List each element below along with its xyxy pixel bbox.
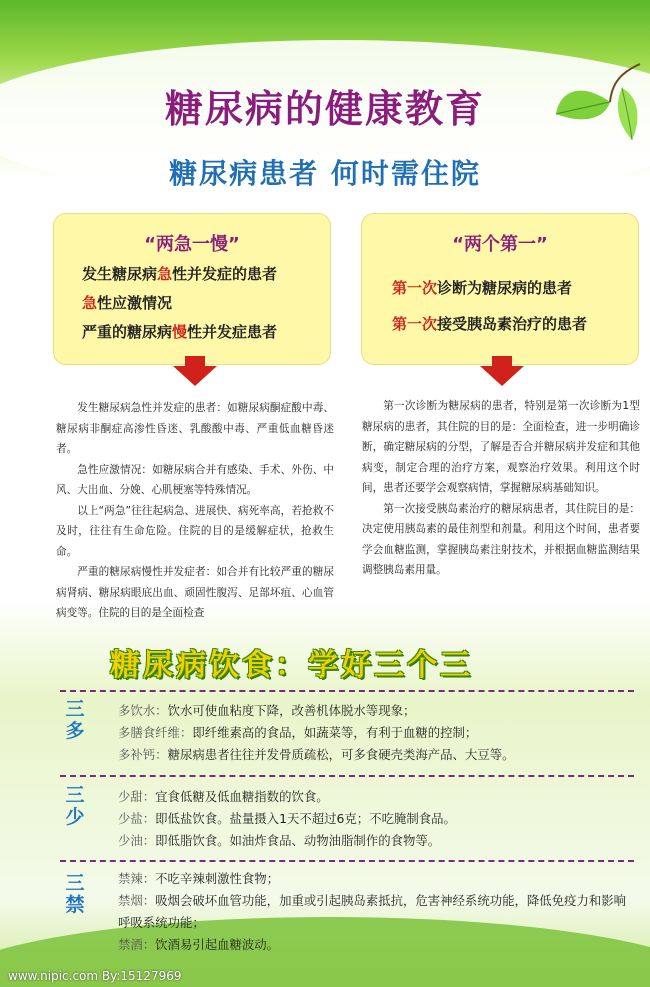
watermark: www.nipic.com By:15127969 [8, 969, 182, 983]
diet-section-title: 糖尿病饮食：学好三个三 [110, 648, 473, 683]
paragraph: 发生糖尿病急性并发症的患者：如糖尿病酮症酸中毒、糖尿病非酮症高渗性昏迷、乳酸酸中毒、严重低血糖昏迷者。 [56, 402, 334, 455]
paragraph: 第一次诊断为糖尿病的患者，特别是第一次诊断为1型糖尿病的患者，其住院的目的是：全面检查，进一步明确诊断，确定糖尿病的分型，了解是否合并糖尿病并发症和其他病变，制定合理的治疗方案，观察治疗效果。利用这个时间，患者还要学会观察病情，掌握糖尿病基础知识。 [362, 400, 640, 494]
text: 性并发症的患者 [172, 265, 278, 283]
paragraph: 急性应激情况：如糖尿病合并有感染、手术、外伤、中风、大出血、分娩、心肌梗塞等特殊情况。 [56, 463, 334, 496]
diet-row [118, 786, 638, 808]
row-key: 少甜： [118, 789, 156, 804]
box-title: “两急一慢” [144, 234, 240, 255]
row-value: 糖尿病患者往往并发骨质疏松，可多食硬壳类海产品、大豆等。 [167, 747, 515, 762]
text: 性并发症患者 [187, 323, 278, 341]
row-value: 饮酒易引起血糖波动。 [155, 937, 280, 952]
box-line [82, 260, 330, 289]
row-key: 禁烟： [118, 893, 156, 908]
down-arrow-icon [173, 366, 217, 386]
divider [60, 775, 634, 777]
diet-row [118, 890, 638, 934]
row-value: 即低脂饮食。如油炸食品、动物油脂制作的食物等。 [155, 833, 441, 848]
two-acute-one-chronic-box [54, 214, 330, 364]
text: 接受胰岛素治疗的患者 [437, 315, 588, 333]
group-label-san-shao: 三少 [65, 784, 85, 828]
diet-row [118, 808, 638, 830]
row-value: 即低盐饮食。盐量摄入1天不超过6克；不吃腌制食品。 [155, 811, 456, 826]
box-line [82, 318, 330, 347]
text: 诊断为糖尿病的患者 [437, 279, 573, 297]
paragraph: 严重的糖尿病慢性并发症者：如合并有比较严重的糖尿病肾病、糖尿病眼底出血、顽固性腹泻、足部坏疽、心血管病变等。住院的目的是全面检查 [56, 566, 334, 619]
group-label-san-jin: 三禁 [65, 872, 85, 916]
row-key: 禁酒： [118, 937, 156, 952]
text: 严重的糖尿病 [82, 323, 173, 341]
row-key: 少盐： [118, 811, 156, 826]
left-explanation [56, 398, 334, 624]
divider [60, 860, 634, 862]
highlight: 第一次 [392, 315, 438, 333]
diet-row [118, 934, 638, 956]
box-line [392, 306, 638, 342]
text: 发生糖尿病 [82, 265, 158, 283]
row-value: 吸烟会破坏血管功能，加重或引起胰岛素抵抗，危害神经系统功能，降低免疫力和影响呼吸系统功能； [118, 893, 627, 930]
down-arrow-icon [480, 366, 524, 386]
page-subtitle: 糖尿病患者 何时需住院 [169, 157, 481, 190]
row-key: 多饮水： [118, 703, 168, 718]
box-title: “两个第一” [452, 234, 548, 255]
diet-row [118, 700, 638, 722]
row-value: 不吃辛辣刺激性食物； [155, 871, 280, 886]
highlight: 急 [157, 265, 173, 283]
row-key: 多补钙： [118, 747, 168, 762]
box-line [392, 270, 638, 306]
row-value: 即纤维素高的食品，如蔬菜等，有利于血糖的控制； [192, 725, 478, 740]
highlight: 第一次 [392, 279, 438, 297]
highlight: 慢 [172, 323, 188, 341]
row-key: 少油： [118, 833, 156, 848]
diet-row [118, 830, 638, 852]
paragraph: 以上“两急”往往起病急、进展快、病死率高，若抢救不及时，往往有生命危险。住院的目的是缓解症状，抢救生命。 [56, 504, 334, 558]
text: 性应激情况 [97, 294, 173, 312]
group-label-san-duo: 三多 [65, 698, 85, 742]
page-title: 糖尿病的健康教育 [164, 87, 485, 131]
two-firsts-box [362, 214, 638, 364]
highlight: 急 [82, 294, 98, 312]
row-key: 多膳食纤维： [118, 725, 193, 740]
row-value: 宜食低糖及低血糖指数的饮食。 [155, 789, 329, 804]
box-line [82, 289, 330, 318]
paragraph: 第一次接受胰岛素治疗的糖尿病患者，其住院目的是：决定使用胰岛素的最佳剂型和剂量。利用这个时间，患者要学会血糖监测，掌握胰岛素注射技术，并根据血糖监测结果调整胰岛素用量。 [362, 502, 640, 576]
right-explanation [362, 396, 640, 581]
diet-row [118, 744, 638, 766]
diet-row [118, 722, 638, 744]
row-key: 禁辣： [118, 871, 156, 886]
divider [60, 690, 634, 692]
diet-row [118, 868, 638, 890]
row-value: 饮水可使血粘度下降，改善机体脱水等现象； [167, 703, 416, 718]
